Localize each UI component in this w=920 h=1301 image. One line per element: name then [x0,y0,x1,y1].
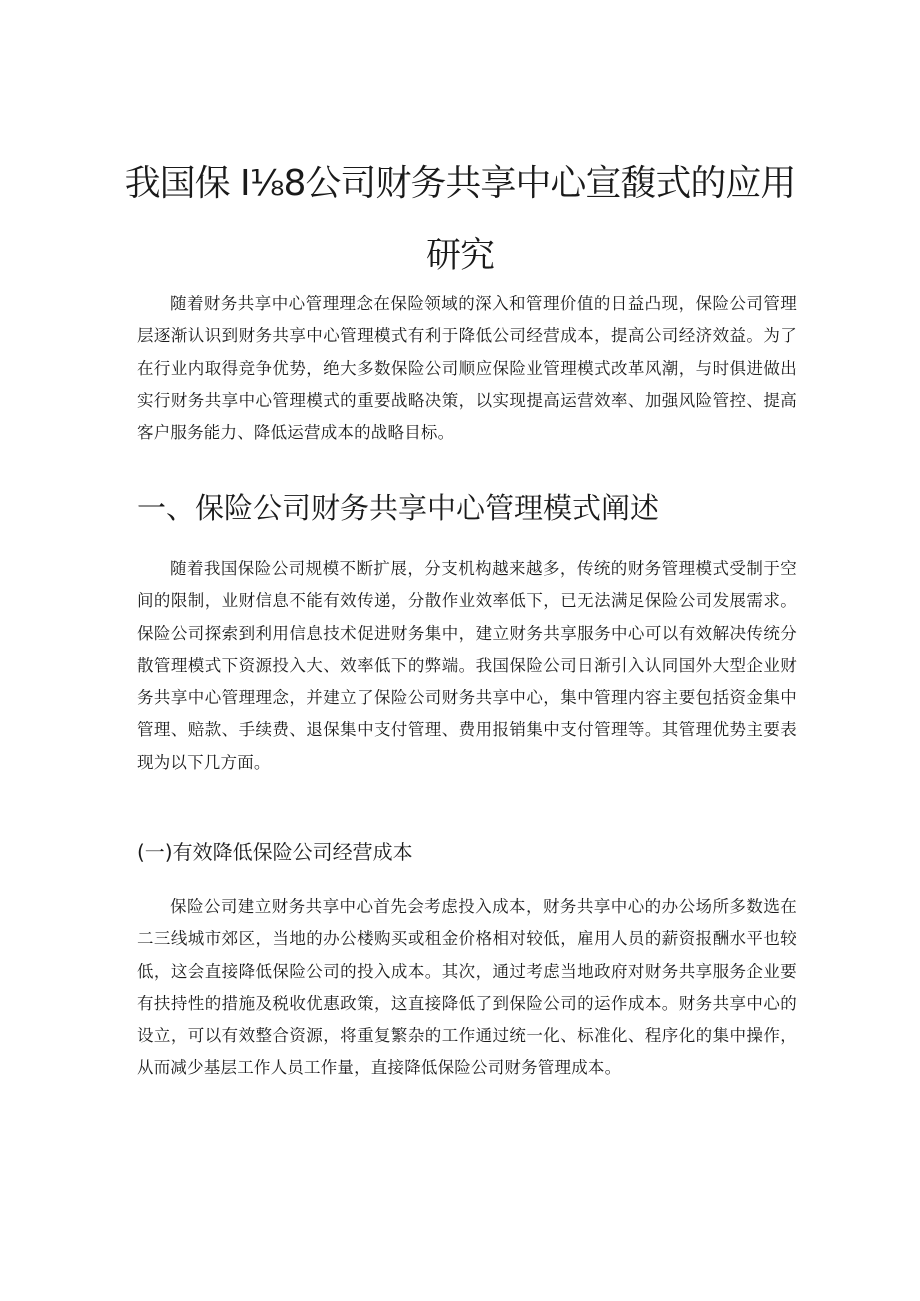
document-title-line-2: 研究 [425,236,494,277]
section-1-paragraph: 随着我国保险公司规模不断扩展，分支机构越来越多，传统的财务管理模式受制于空间的限制，业财信息不能有效传递，分散作业效率低下，已无法满足保险公司发展需求。保险公司探索到利用信息技术促进财务集中，建立财务共享服务中心可以有效解决传统分散管理模式下资源投入大、效率低下的弊端。我国保险公司日渐引入认同国外大型企业财务共享中心管理理念，并建立了保险公司财务共享中心，集中管理内容主要包括资金集中管理、赔款、手续费、退保集中支付管理、费用报销集中支付管理等。其管理优势主要表现为以下几方面。 [137,559,797,772]
section-1-heading: 一、保险公司财务共享中心管理模式阐述 [137,491,660,525]
subsection-1-heading: (一)有效降低保险公司经营成本 [137,840,413,864]
document-title-line-1: 我国保 I⅛8公司财务共享中心宣馥式的应用 [124,163,796,205]
subsection-1-paragraph: 保险公司建立财务共享中心首先会考虑投入成本，财务共享中心的办公场所多数选在二三线城市郊区，当地的办公楼购买或租金价格相对较低，雇用人员的薪资报酬水平也较低，这会直接降低保险公司的投入成本。其次，通过考虑当地政府对财务共享服务企业要有扶持性的措施及税收优惠政策，这直接降低了到保险公司的运作成本。财务共享中心的设立，可以有效整合资源，将重复繁杂的工作通过统一化、标准化、程序化的集中操作，从而减少基层工作人员工作量，直接降低保险公司财务管理成本。 [137,897,797,1078]
intro-paragraph: 随着财务共享中心管理理念在保险领域的深入和管理价值的日益凸现，保险公司管理层逐渐认识到财务共享中心管理模式有利于降低公司经营成本，提高公司经济效益。为了在行业内取得竞争优势，绝大多数保险公司顺应保险业管理模式改革风潮，与时俱进做出实行财务共享中心管理模式的重要战略决策，以实现提高运营效率、加强风险管控、提高客户服务能力、降低运营成本的战略目标。 [137,294,797,443]
